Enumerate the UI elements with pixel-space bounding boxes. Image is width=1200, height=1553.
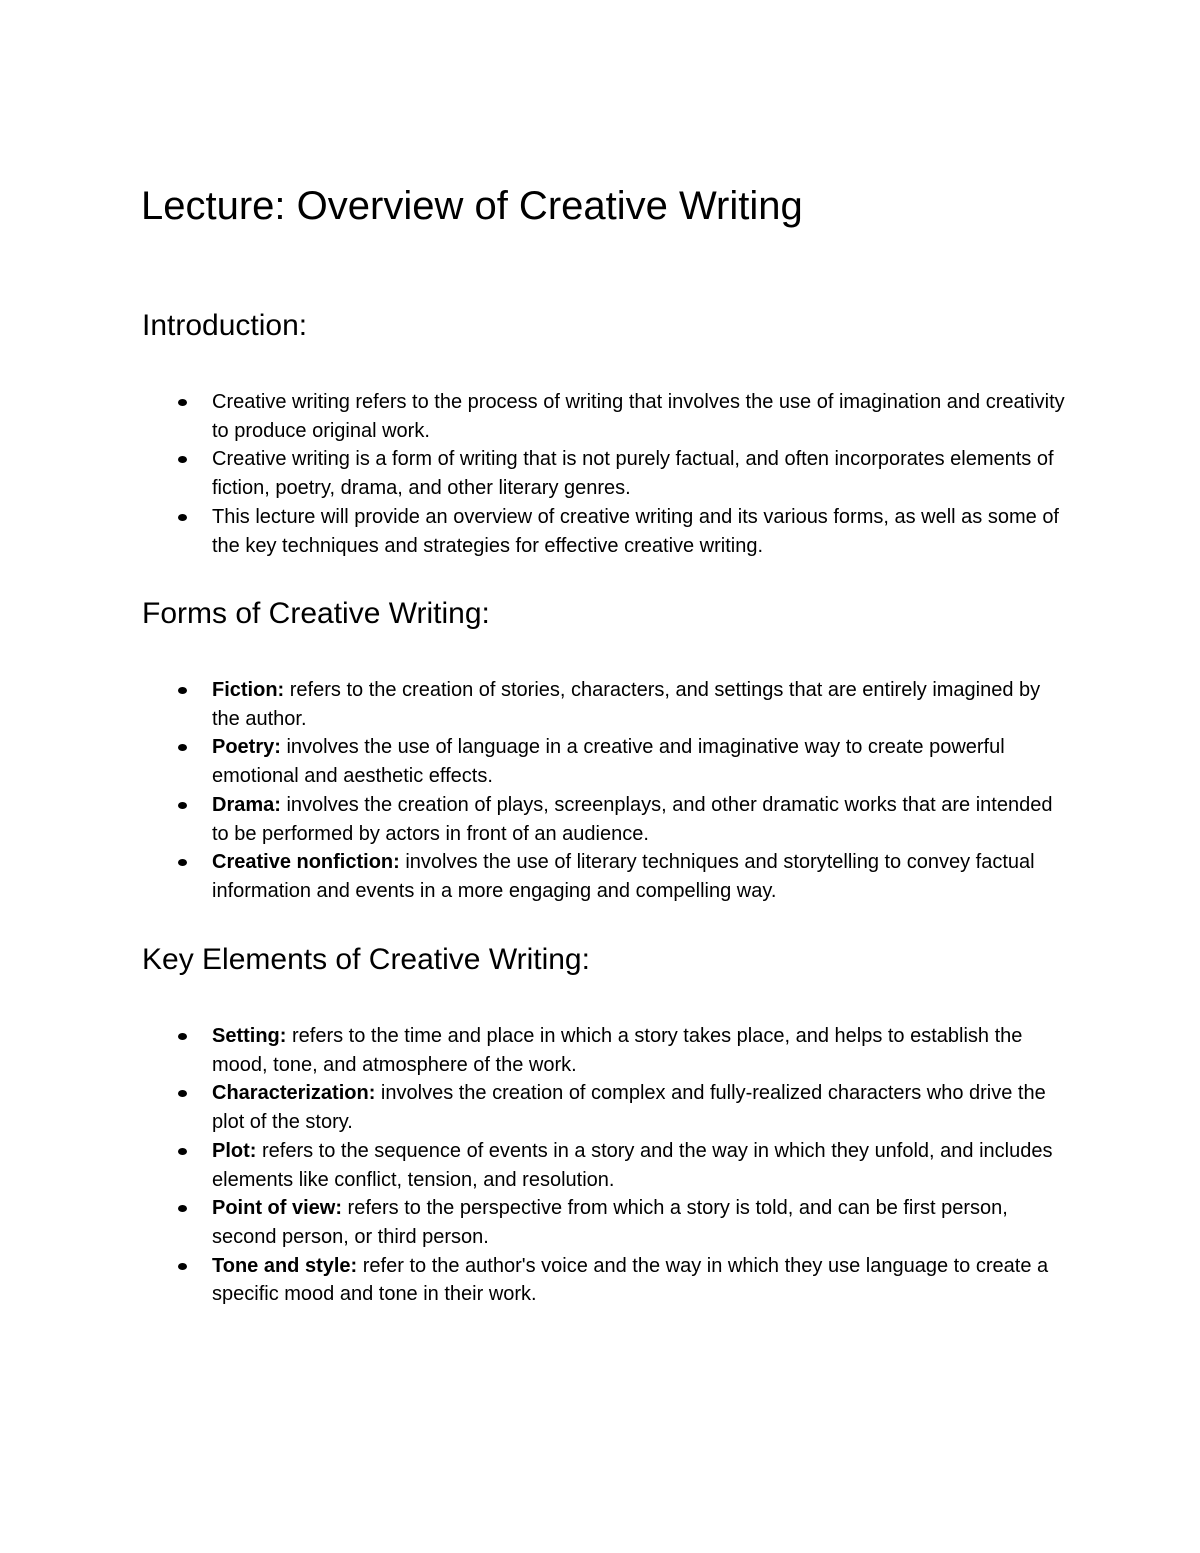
list-item (212, 1194, 1072, 1251)
item-text: refer to the author's voice and the way in which they use language to create a specific mood and tone in their work. (212, 1254, 1049, 1306)
section-heading-introduction: Introduction: (142, 309, 308, 342)
item-text: This lecture will provide an overview of creative writing and its various forms, as well as some of the key techniques and strategies for effective creative writing. (212, 505, 1059, 557)
item-text: refers to the perspective from which a story is told, and can be first person, second person, or third person. (212, 1197, 1008, 1248)
bullet-icon (178, 1090, 187, 1097)
item-text: Creative writing refers to the process of writing that involves the use of imagination and creativity to produce original work. (212, 391, 1065, 442)
item-text: refers to the sequence of events in a story and the way in which they unfold, and includes elements like conflict, tension, and resolution. (212, 1139, 1053, 1191)
item-term: Characterization: (212, 1082, 376, 1105)
bullet-icon (178, 1263, 187, 1270)
list-item (212, 1079, 1072, 1136)
list-item (212, 388, 1072, 445)
bullet-icon (178, 744, 187, 751)
key-elements-list (212, 1022, 1072, 1309)
bullet-icon (178, 514, 187, 521)
item-text: Creative writing is a form of writing that is not purely factual, and often incorporates elements of fiction, poetry, drama, and other literary genres. (212, 448, 1054, 500)
item-term: Tone and style: (212, 1254, 358, 1277)
item-text: refers to the time and place in which a story takes place, and helps to establish the mood, tone, and atmosphere of the work. (212, 1025, 1023, 1076)
list-item (212, 1137, 1072, 1194)
introduction-list (212, 388, 1072, 560)
item-term: Drama: (212, 793, 281, 816)
bullet-icon (178, 456, 187, 463)
list-item (212, 676, 1072, 733)
item-text: involves the use of language in a creative and imaginative way to create powerful emotional and aesthetic effects. (212, 736, 1005, 788)
bullet-icon (178, 802, 187, 809)
list-item (212, 733, 1072, 790)
section-heading-key-elements: Key Elements of Creative Writing: (142, 943, 590, 976)
item-text: refers to the creation of stories, characters, and settings that are entirely imagined by the author. (212, 679, 1041, 730)
bullet-icon (178, 859, 187, 866)
list-item (212, 503, 1072, 560)
item-term: Poetry: (212, 736, 281, 759)
bullet-icon (178, 1033, 187, 1040)
item-term: Fiction: (212, 679, 285, 701)
list-item (212, 848, 1072, 905)
item-term: Creative nonfiction: (212, 851, 400, 874)
item-term: Setting: (212, 1025, 287, 1047)
list-item (212, 1022, 1072, 1079)
document-title: Lecture: Overview of Creative Writing (141, 184, 803, 228)
forms-list (212, 676, 1072, 906)
list-item (212, 445, 1072, 502)
list-item (212, 1252, 1072, 1309)
item-term: Point of view: (212, 1197, 342, 1220)
bullet-icon (178, 1205, 187, 1212)
bullet-icon (178, 1148, 187, 1155)
item-text: involves the use of literary techniques and storytelling to convey factual information and events in a more engaging and compelling way. (212, 851, 1035, 902)
bullet-icon (178, 687, 187, 694)
item-text: involves the creation of plays, screenplays, and other dramatic works that are intended to be performed by actors in front of an audience. (212, 793, 1053, 845)
item-text: involves the creation of complex and fully-realized characters who drive the plot of the story. (212, 1082, 1046, 1134)
section-heading-forms: Forms of Creative Writing: (142, 597, 490, 630)
item-term: Plot: (212, 1139, 257, 1162)
bullet-icon (178, 399, 187, 406)
list-item (212, 791, 1072, 848)
